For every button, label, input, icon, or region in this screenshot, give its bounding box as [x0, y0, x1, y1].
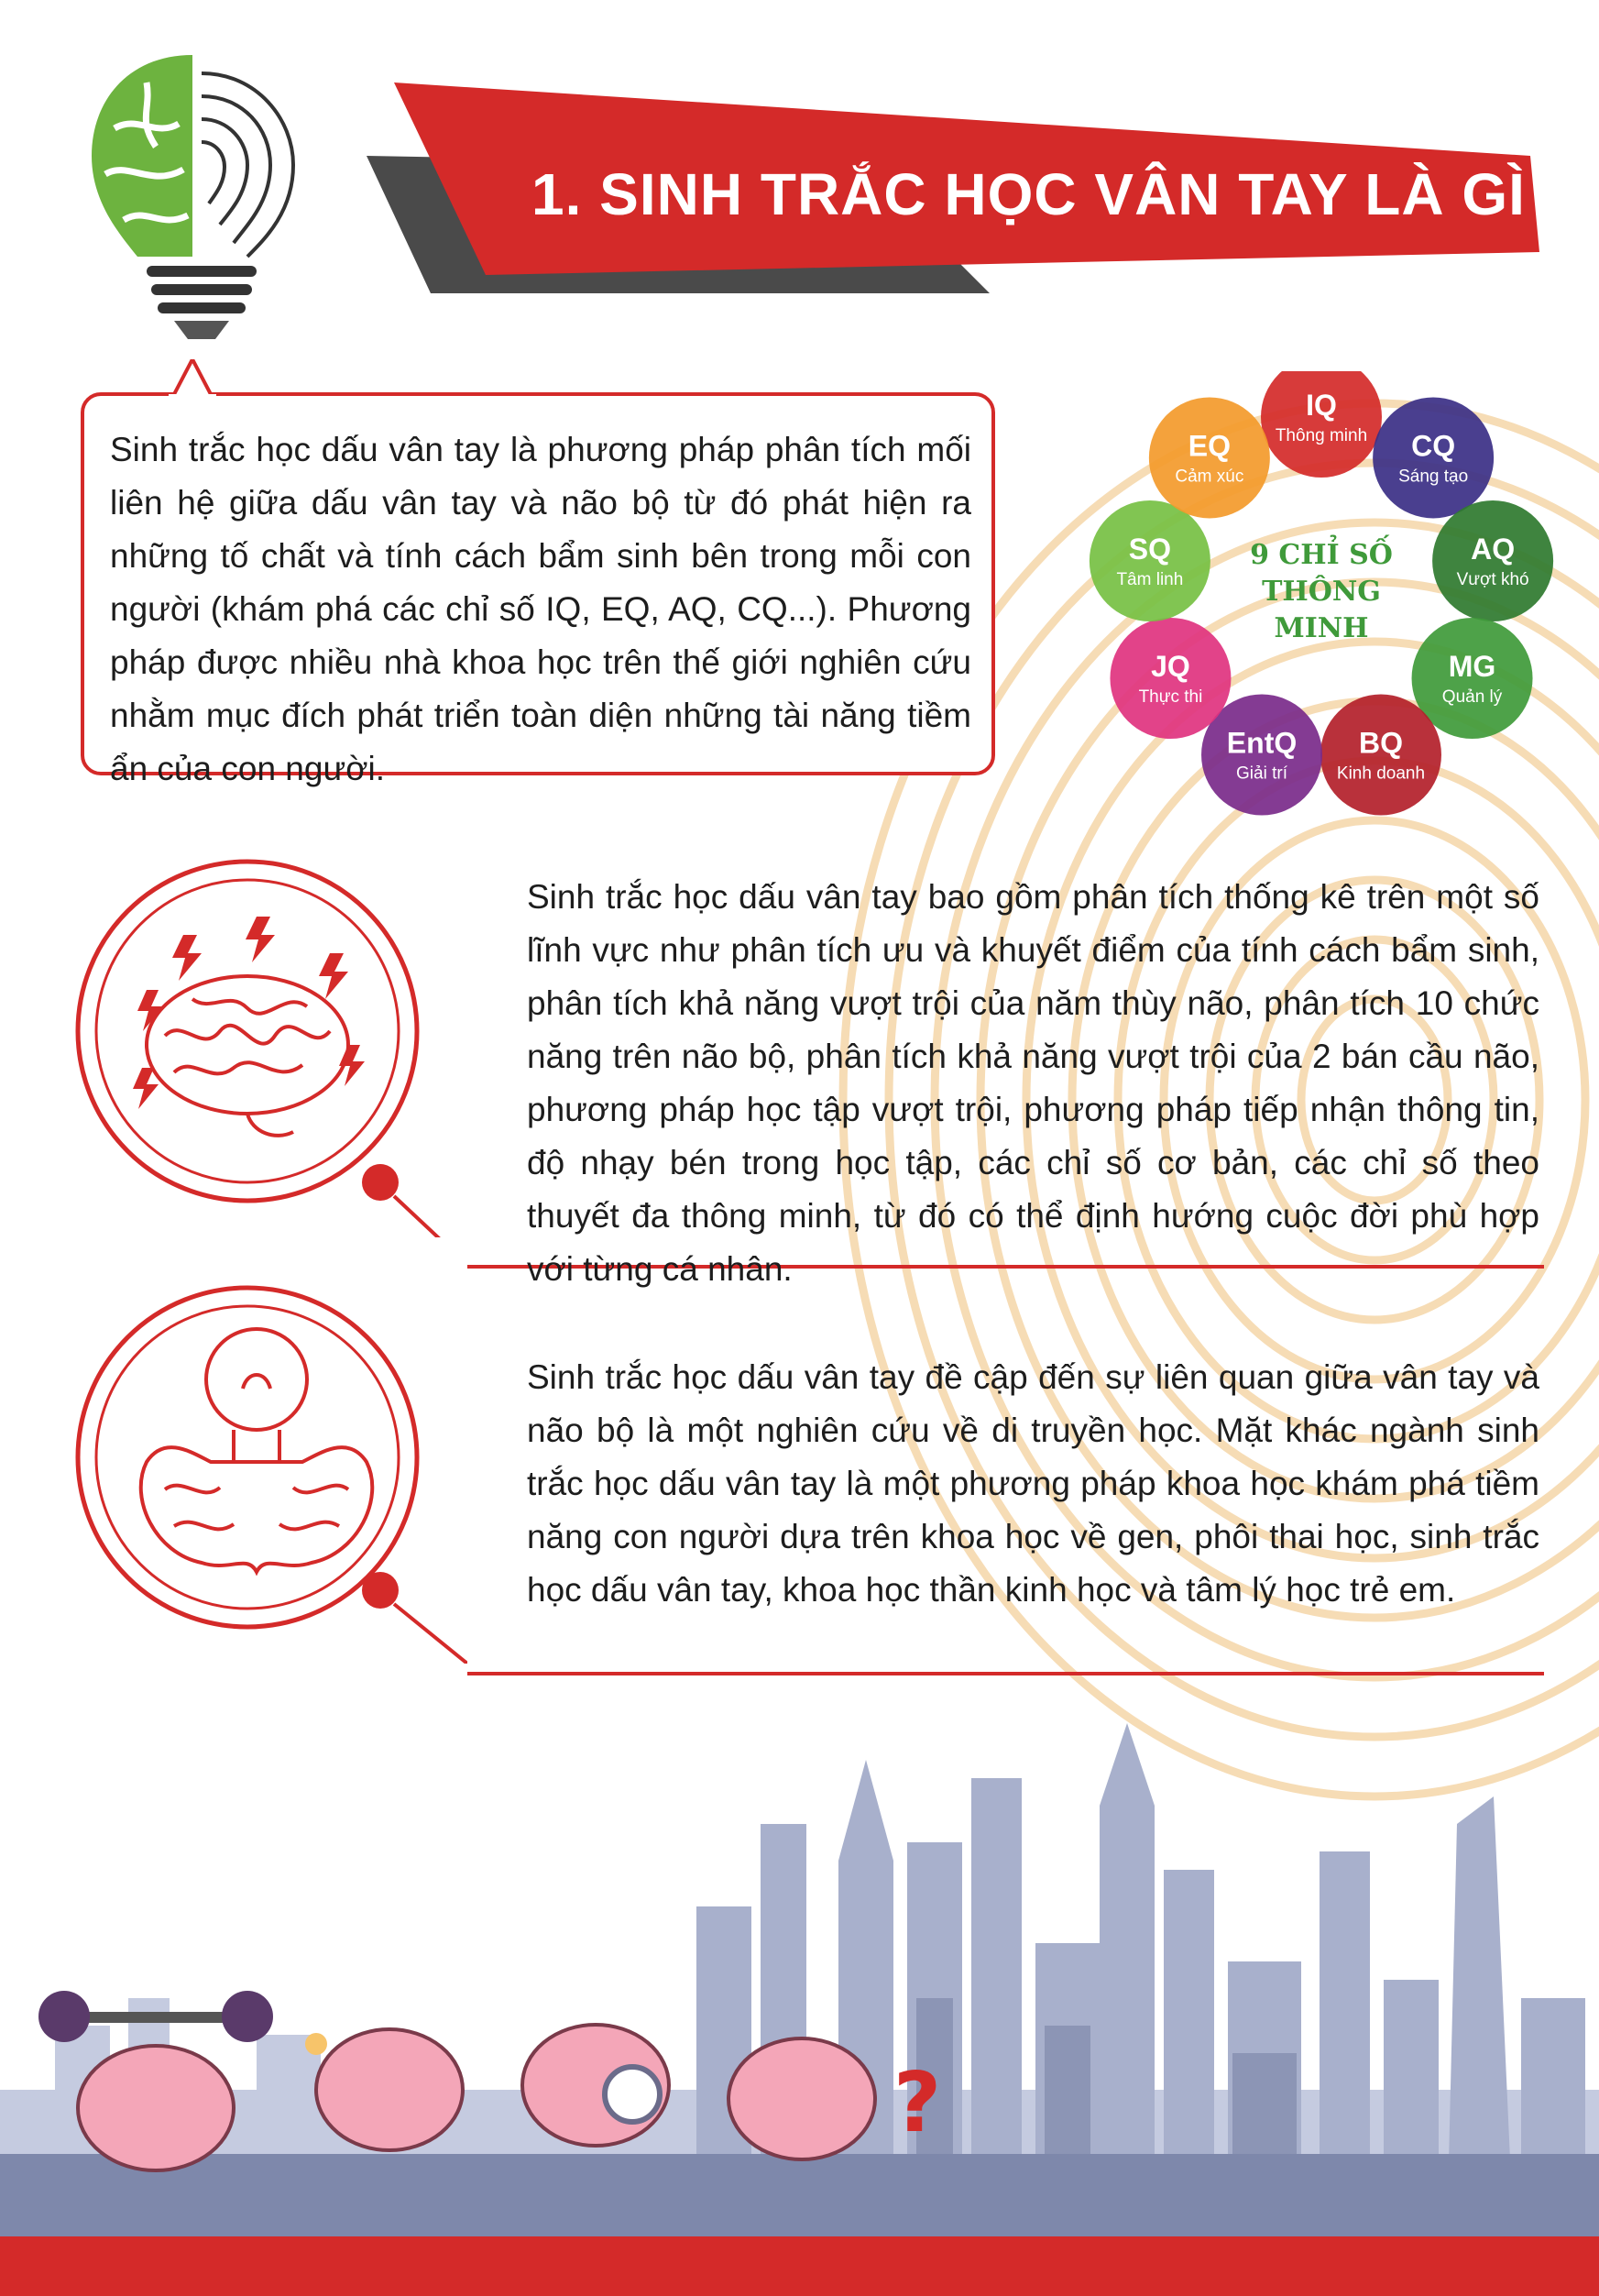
- footer-bar: [0, 2236, 1599, 2296]
- wheel-center-line3: MINH: [1274, 612, 1369, 644]
- page-title: 1. SINH TRẮC HỌC VÂN TAY LÀ GÌ ?: [531, 161, 1580, 227]
- wheel-center-line2: THÔNG: [1262, 576, 1381, 608]
- wheel-item-iq: [1261, 371, 1382, 478]
- city-skyline-illustration: [0, 1723, 1599, 2236]
- wheel-item-label: Quản lý: [1441, 687, 1503, 707]
- wheel-item-label: Thông minh: [1275, 426, 1368, 445]
- wheel-item-cq: [1373, 397, 1494, 518]
- intro-paragraph: Sinh trắc học dấu vân tay là phương pháp phân tích mối liên hệ giữa dấu vân tay và não bộ từ đó phát hiện ra những tố chất và tính cách bẩm sinh bên trong mỗi con người (khám phá các chỉ số IQ, EQ, AQ, CQ...). Phương pháp được nhiều nhà khoa học trên thế giới nghiên cứu nhằm mục đích phát triển toàn diện những tài năng tiềm ẩn của con người.: [110, 431, 971, 787]
- wheel-item-sq: [1090, 500, 1210, 621]
- section2-divider-line: [467, 1670, 1544, 1677]
- wheel-item-code: BQ: [1358, 726, 1403, 760]
- wheel-circle: [1261, 371, 1382, 478]
- wheel-item-code: EntQ: [1226, 726, 1298, 760]
- wheel-item-label: Giải trí: [1236, 764, 1287, 784]
- wheel-item-label: Vượt khó: [1456, 570, 1529, 590]
- wheel-item-code: AQ: [1471, 533, 1516, 566]
- wheel-item-aq: [1432, 500, 1553, 621]
- wheel-item-label: Thực thi: [1138, 687, 1203, 707]
- nine-intelligence-wheel: [1081, 371, 1558, 829]
- speech-tail: [165, 359, 220, 398]
- svg-text:?: ?: [893, 2055, 942, 2151]
- wheel-item-code: MG: [1448, 650, 1496, 683]
- wheel-item-code: JQ: [1151, 650, 1190, 683]
- wheel-center-line1: 9 CHỈ SỐ: [1250, 539, 1393, 571]
- wheel-item-bq: [1320, 695, 1441, 816]
- brain-bulb-icon: [64, 1279, 467, 1664]
- section1-paragraph: Sinh trắc học dấu vân tay bao gồm phân tích thống kê trên một số lĩnh vực như phân tích ưu và khuyết điểm của tính cách bẩm sinh, phân tích khả năng vượt trội của năm thùy não, phân tích 10 chức năng trên não bộ, phân tích khả năng vượt trội của 2 bán cầu não, phương pháp học tập vượt trội, phương pháp tiếp nhận thông tin, độ nhạy bén trong học tập, các chỉ số cơ bản, các chỉ số theo thuyết đa thông minh, từ đó có thể định hướng cuộc đời phù hợp với từng cá nhân.: [527, 878, 1539, 1288]
- wheel-item-jq: [1110, 618, 1231, 739]
- section2-paragraph: Sinh trắc học dấu vân tay đề cập đến sự liên quan giữa vân tay và não bộ là một nghiên cứu về di truyền học. Mặt khác ngành sinh trắc học dấu vân tay là một phương pháp khoa học khám phá tiềm năng con người dựa trên khoa học về gen, phôi thai học, sinh trắc học dấu vân tay, khoa học thần kinh học và tâm lý học trẻ em.: [527, 1358, 1539, 1609]
- brain-fingerprint-bulb-icon: [73, 37, 330, 348]
- wheel-item-code: EQ: [1188, 429, 1231, 463]
- wheel-item-code: IQ: [1306, 389, 1337, 422]
- wheel-item-label: Kinh doanh: [1336, 764, 1426, 784]
- wheel-item-code: SQ: [1128, 533, 1172, 566]
- wheel-item-label: Tâm linh: [1116, 570, 1184, 590]
- wheel-item-label: Cảm xúc: [1175, 467, 1244, 487]
- brain-lightning-icon: [64, 852, 467, 1237]
- wheel-item-code: CQ: [1411, 429, 1456, 463]
- wheel-item-label: Sáng tạo: [1398, 467, 1469, 487]
- wheel-item-eq: [1149, 397, 1270, 518]
